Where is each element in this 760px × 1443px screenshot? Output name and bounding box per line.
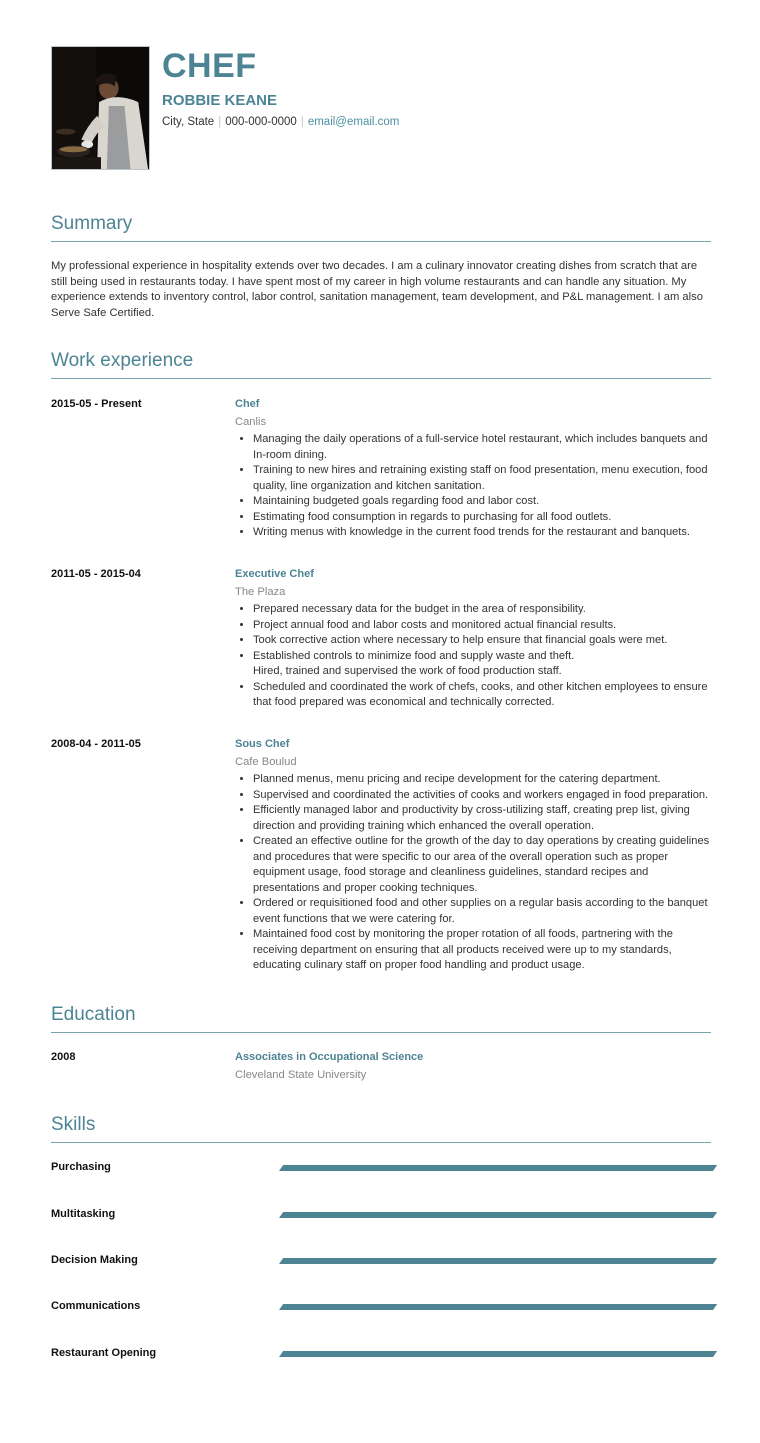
summary-heading-section bbox=[51, 212, 711, 242]
work-bullet: • Maintained food cost by monitoring the proper rotation of all foods, partnering with the receiving department on ensuring that all products received were up to my standards, educating culinary staff on proper food handling and product usage. bbox=[253, 927, 711, 974]
skill-level-bar bbox=[279, 1258, 717, 1264]
skill-level-fill bbox=[279, 1258, 717, 1264]
skill-level-fill bbox=[279, 1351, 717, 1357]
profile-photo bbox=[51, 46, 150, 170]
skill-level-fill bbox=[279, 1212, 717, 1218]
contact-separator: | bbox=[300, 116, 304, 128]
education-details bbox=[235, 1050, 711, 1082]
work-bullet: • Prepared necessary data for the budget in the area of responsibility. bbox=[253, 602, 711, 618]
skill-row bbox=[51, 1207, 713, 1223]
work-bullet: • Created an effective outline for the growth of the day to day operations by creating guidelines and procedures that were specific to our area of the overall operation such as proper equipment usage, food storage and cleanliness guidelines, standard recipes and presentations and proper cooking techniques. bbox=[253, 834, 711, 896]
skills-heading-section bbox=[51, 1113, 711, 1143]
skills-heading: Skills bbox=[51, 1114, 96, 1135]
work-bullet: • Took corrective action where necessary to help ensure that financial goals were met. bbox=[253, 633, 711, 649]
contact-line bbox=[162, 115, 399, 129]
work-bullet-line: Established controls to minimize food and supply waste and theft. bbox=[253, 649, 575, 662]
work-role: Sous Chef bbox=[235, 738, 290, 750]
work-bullet: • Estimating food consumption in regards to purchasing for all food outlets. bbox=[253, 510, 711, 526]
skill-row bbox=[51, 1160, 713, 1176]
work-bullet: • Training to new hires and retraining existing staff on food presentation, menu execution, food quality, line organization and kitchen sanitation. bbox=[253, 463, 711, 494]
work-heading: Work experience bbox=[51, 350, 194, 371]
skill-row bbox=[51, 1346, 713, 1362]
summary-text: My professional experience in hospitality extends over two decades. I am a culinary innovator creating dishes from scratch that are still being used in restaurants today. I have spent most of my career in high volume restaurants and can handle any situation. My experience extends to inventory control, labor control, sanitation management, team development, and P&L management. I am also Serve Safe Certified. bbox=[51, 260, 703, 319]
work-role: Executive Chef bbox=[235, 568, 314, 580]
candidate-name: ROBBIE KEANE bbox=[162, 92, 278, 109]
job-title: CHEF bbox=[162, 47, 257, 85]
skill-row bbox=[51, 1253, 713, 1269]
phone: 000-000-0000 bbox=[225, 116, 297, 128]
work-details bbox=[235, 737, 711, 974]
work-bullets bbox=[235, 432, 711, 541]
summary-heading: Summary bbox=[51, 213, 133, 234]
work-dates: 2015-05 - Present bbox=[51, 398, 142, 410]
work-bullet: • Managing the daily operations of a full-service hotel restaurant, which includes banquets and In-room dining. bbox=[253, 432, 711, 463]
skill-name: Multitasking bbox=[51, 1208, 116, 1220]
work-company: Cafe Boulud bbox=[235, 756, 297, 768]
chef-photo-image bbox=[52, 47, 149, 169]
location: City, State bbox=[162, 116, 215, 128]
work-role: Chef bbox=[235, 398, 260, 410]
skill-name: Decision Making bbox=[51, 1254, 138, 1266]
skill-level-bar bbox=[279, 1304, 717, 1310]
work-bullet: • Supervised and coordinated the activities of cooks and workers engaged in food preparation. bbox=[253, 788, 711, 804]
skill-row bbox=[51, 1299, 713, 1315]
contact-separator: | bbox=[218, 116, 222, 128]
education-school: Cleveland State University bbox=[235, 1069, 367, 1081]
work-bullet: • Maintaining budgeted goals regarding food and labor cost. bbox=[253, 494, 711, 510]
education-heading: Education bbox=[51, 1004, 136, 1025]
work-bullet: • Scheduled and coordinated the work of chefs, cooks, and other kitchen employees to ensure that food prepared was economical and technically corrected. bbox=[253, 680, 711, 711]
skill-name: Restaurant Opening bbox=[51, 1347, 157, 1359]
work-company: Canlis bbox=[235, 416, 267, 428]
work-bullet: • Writing menus with knowledge in the current food trends for the restaurant and banquets. bbox=[253, 525, 711, 541]
work-details bbox=[235, 397, 711, 541]
skill-name: Purchasing bbox=[51, 1161, 111, 1173]
work-dates: 2011-05 - 2015-04 bbox=[51, 568, 141, 580]
work-bullet: • Ordered or requisitioned food and other supplies on a regular basis according to the banquet event functions that we were catering for. bbox=[253, 896, 711, 927]
work-bullets bbox=[235, 602, 711, 711]
education-heading-section bbox=[51, 1003, 711, 1033]
work-dates: 2008-04 - 2011-05 bbox=[51, 738, 141, 750]
work-bullet: • Planned menus, menu pricing and recipe development for the catering department. bbox=[253, 772, 711, 788]
work-company: The Plaza bbox=[235, 586, 286, 598]
skill-level-fill bbox=[279, 1304, 717, 1310]
education-year: 2008 bbox=[51, 1051, 76, 1063]
work-bullet-line: Hired, trained and supervised the work of food production staff. bbox=[253, 665, 562, 677]
skill-level-bar bbox=[279, 1351, 717, 1357]
work-heading-section bbox=[51, 349, 711, 379]
work-bullet: • Project annual food and labor costs and monitored actual financial results. bbox=[253, 618, 711, 634]
skill-level-bar bbox=[279, 1212, 717, 1218]
skill-level-fill bbox=[279, 1165, 717, 1171]
skill-name: Communications bbox=[51, 1300, 141, 1312]
work-details bbox=[235, 567, 711, 711]
education-degree: Associates in Occupational Science bbox=[235, 1051, 424, 1063]
work-bullet: • Efficiently managed labor and productivity by cross-utilizing staff, creating prep list, giving direction and providing training which enhanced the overall operation. bbox=[253, 803, 711, 834]
email-link[interactable]: email@email.com bbox=[307, 116, 400, 128]
work-bullet bbox=[253, 649, 711, 680]
work-bullets bbox=[235, 772, 711, 974]
skill-level-bar bbox=[279, 1165, 717, 1171]
resume-header bbox=[162, 46, 399, 129]
